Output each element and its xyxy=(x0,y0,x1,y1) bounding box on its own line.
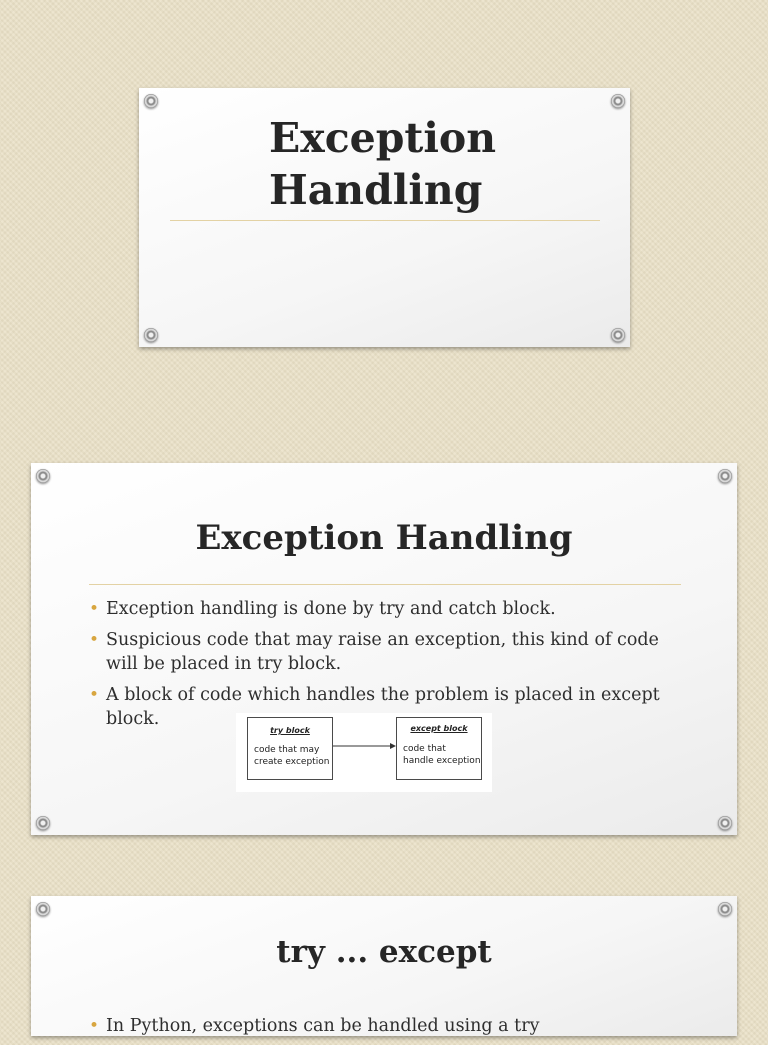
tack-icon xyxy=(611,328,625,342)
slide-title xyxy=(139,88,630,347)
except-block-line-2: handle exception xyxy=(403,756,481,766)
title-divider xyxy=(170,220,600,221)
slide-heading: Exception Handling xyxy=(195,518,573,558)
bullet-dot-icon: • xyxy=(89,1016,100,1036)
tack-icon xyxy=(718,469,732,483)
slide-exception-handling xyxy=(31,463,737,835)
try-except-diagram xyxy=(236,713,492,792)
bullet-dot-icon: • xyxy=(89,599,100,619)
except-block-line-1: code that xyxy=(403,744,446,754)
bullet-text: Suspicious code that may raise an exception, this kind of code will be placed in try block. xyxy=(106,630,659,674)
except-block-box xyxy=(396,717,482,780)
try-block-box xyxy=(247,717,333,780)
title-line-2: Handling xyxy=(269,166,483,214)
title-line-1: Exception xyxy=(269,114,497,162)
bullet-text: A block of code which handles the problem is placed in except block. xyxy=(106,685,660,729)
heading-divider xyxy=(89,584,681,585)
tack-icon xyxy=(611,94,625,108)
tack-icon xyxy=(36,469,50,483)
tack-icon xyxy=(718,902,732,916)
try-block-body xyxy=(254,744,329,768)
bullet-dot-icon: • xyxy=(89,685,100,705)
slide-try-except xyxy=(31,896,737,1036)
bullet-list xyxy=(89,1014,689,1045)
slide-title-heading xyxy=(269,112,496,216)
tack-icon xyxy=(36,816,50,830)
bullet-dot-icon: • xyxy=(89,630,100,650)
except-block-body xyxy=(403,743,481,767)
arrow-right-icon xyxy=(333,740,396,752)
tack-icon xyxy=(144,328,158,342)
bullet-item xyxy=(89,597,689,621)
try-block-line-1: code that may xyxy=(254,745,320,755)
bullet-text: In Python, exceptions can be handled using a try xyxy=(106,1016,540,1036)
try-block-title: try block xyxy=(270,726,310,735)
slide-heading: try ... except xyxy=(276,934,492,970)
tack-icon xyxy=(36,902,50,916)
try-block-line-2: create exception xyxy=(254,757,330,767)
except-block-title: except block xyxy=(410,724,468,733)
bullet-text: Exception handling is done by try and catch block. xyxy=(106,599,556,619)
bullet-item xyxy=(89,628,689,676)
tack-icon xyxy=(718,816,732,830)
bullet-item xyxy=(89,1014,689,1038)
tack-icon xyxy=(144,94,158,108)
